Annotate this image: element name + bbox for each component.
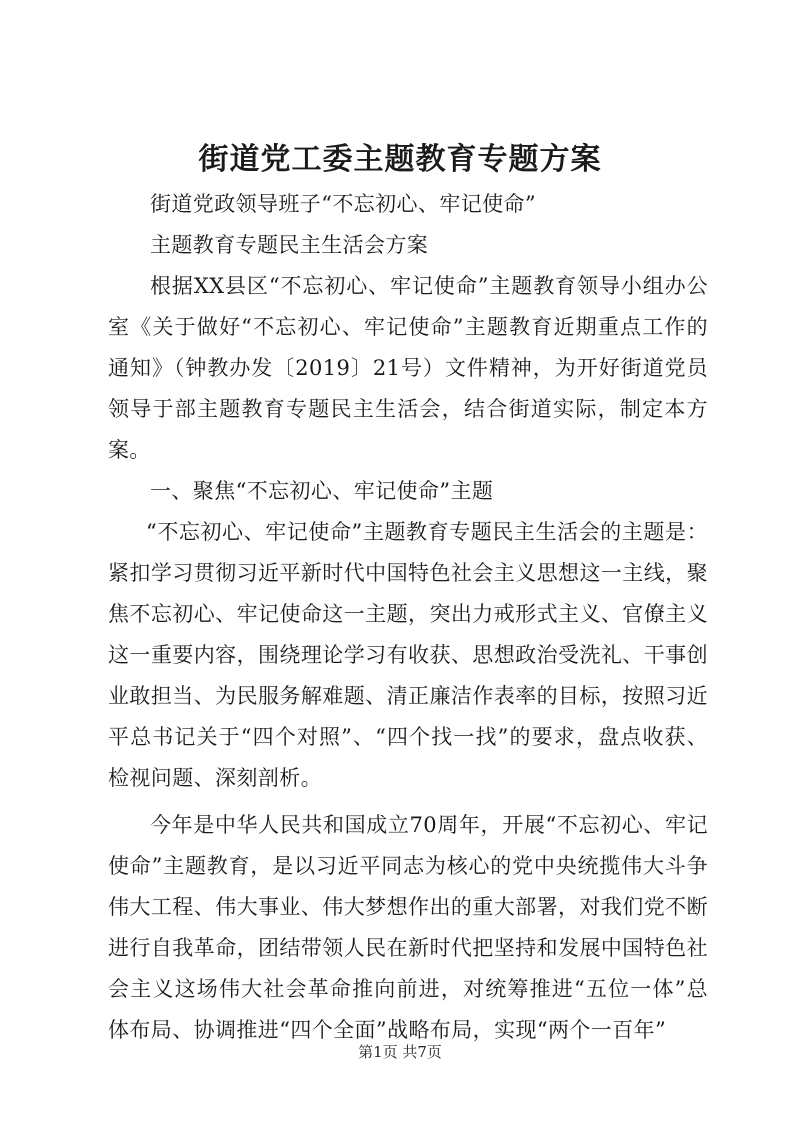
page-indicator: 第1页 共7页 xyxy=(358,1043,442,1061)
paragraph-subtitle-line-2: 主题教育专题民主生活会方案 xyxy=(150,233,429,257)
paragraph-significance: 今年是中华人民共和国成立70周年，开展“不忘初心、牢记使命”主题教育，是以习近平同志为核心的党中央统揽伟大斗争伟大工程、伟大事业、伟大梦想作出的重大部署，对我们党不断进行自我革命，团结带领人民在新时代把坚持和发展中国特色社会主义这场伟大社会革命推向前进，对统筹推进“五位一体”总体布局、协调推进“四个全面”战略布局，实现“两个一百年” xyxy=(108,813,708,1042)
section-heading-1: 一、聚焦“不忘初心、牢记使命”主题 xyxy=(150,479,494,503)
document-title: 街道党工委主题教育专题方案 xyxy=(198,142,602,177)
document-body xyxy=(108,184,708,1051)
paragraph-subtitle-line-1: 街道党政领导班子“不忘初心、牢记使命” xyxy=(150,192,537,216)
paragraph-basis: 根据XX县区“不忘初心、牢记使命”主题教育领导小组办公室《关于做好“不忘初心、牢记使命”主题教育近期重点工作的通知》（钟教办发〔2019〕21号）文件精神，为开好街道党员领导于部主题教育专题民主生活会，结合街道实际，制定本方案。 xyxy=(108,274,708,462)
paragraph-theme: “不忘初心、牢记使命”主题教育专题民主生活会的主题是：紧扣学习贯彻习近平新时代中国特色社会主义思想这一主线，聚焦不忘初心、牢记使命这一主题，突出力戒形式主义、官僚主义这一重要内容，围绕理论学习有收获、思想政治受洗礼、干事创业敢担当、为民服务解难题、清正廉洁作表率的目标，按照习近平总书记关于“四个对照”、“四个找一找”的要求，盘点收获、检视问题、深刻剖析。 xyxy=(108,520,708,790)
